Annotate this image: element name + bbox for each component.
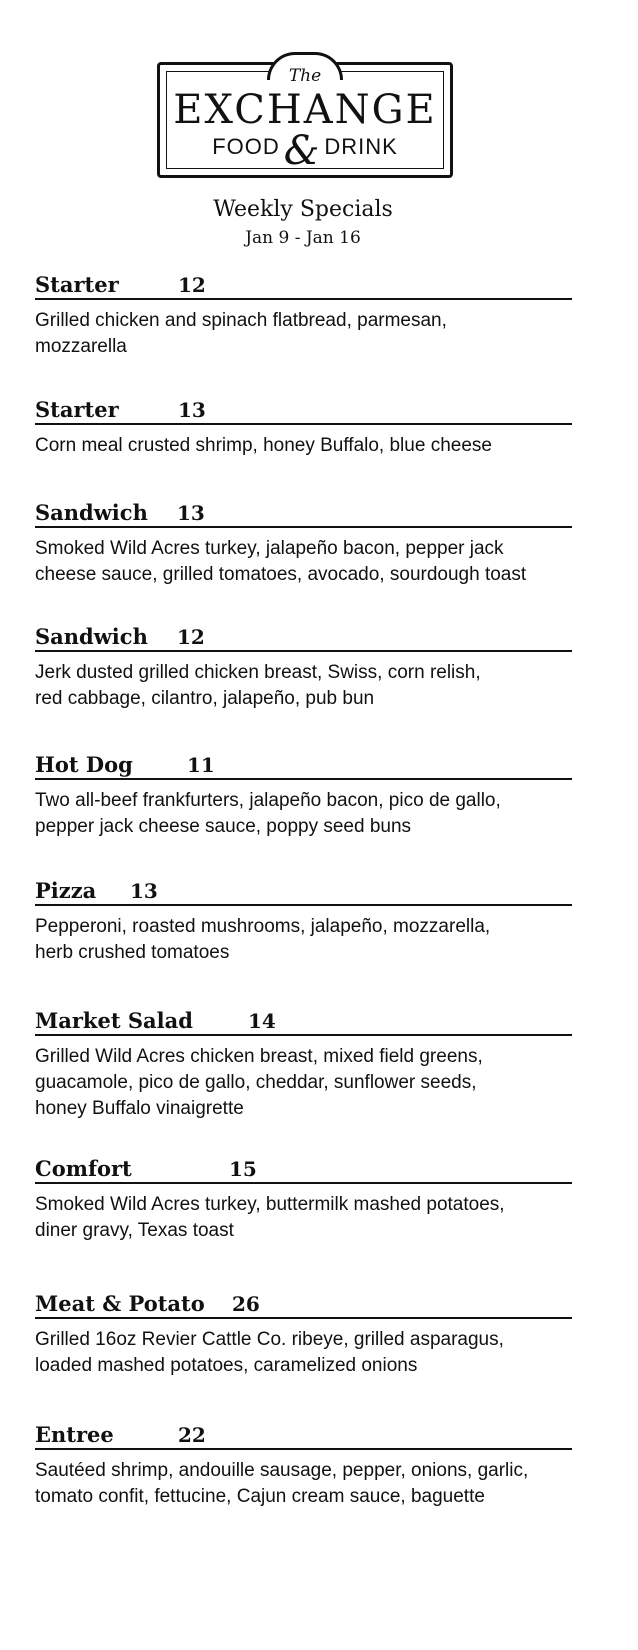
menu-item-header	[35, 1156, 572, 1184]
menu-item	[35, 272, 572, 360]
menu-item	[35, 1156, 572, 1244]
restaurant-logo	[157, 52, 457, 188]
menu-item-price: 11	[187, 753, 215, 777]
menu-item-description: Pepperoni, roasted mushrooms, jalapeño, mozzarella, herb crushed tomatoes	[35, 916, 491, 963]
logo-subtitle	[157, 128, 453, 174]
date-range: Jan 9 - Jan 16	[245, 228, 361, 248]
menu-item	[35, 397, 572, 459]
menu-item-name: Entree	[35, 1422, 114, 1447]
menu-item-header	[35, 878, 572, 906]
menu-item-name: Meat & Potato	[35, 1291, 205, 1316]
menu-item-price: 14	[248, 1009, 276, 1033]
menu-item-name: Hot Dog	[35, 752, 133, 777]
menu-item-description: Corn meal crusted shrimp, honey Buffalo, blue cheese	[35, 435, 492, 456]
menu-item-name: Sandwich	[35, 500, 148, 525]
menu-item-price: 13	[177, 501, 205, 525]
menu-item-name: Market Salad	[35, 1008, 193, 1033]
menu-item-price: 26	[232, 1292, 260, 1316]
menu-item-description: Smoked Wild Acres turkey, buttermilk mashed potatoes, diner gravy, Texas toast	[35, 1194, 505, 1241]
menu-item-description: Smoked Wild Acres turkey, jalapeño bacon, pepper jack cheese sauce, grilled tomatoes, avocado, sourdough toast	[35, 538, 527, 585]
menu-item-header	[35, 397, 572, 425]
menu-item-name: Sandwich	[35, 624, 148, 649]
menu-item-name: Starter	[35, 272, 119, 297]
page-title: Weekly Specials	[213, 197, 393, 222]
menu-item	[35, 500, 572, 588]
menu-item	[35, 878, 572, 966]
menu-item-name: Comfort	[35, 1156, 132, 1181]
menu-item	[35, 1422, 572, 1510]
menu-item-name: Starter	[35, 397, 119, 422]
logo-the: The	[288, 66, 322, 86]
menu-item-header	[35, 624, 572, 652]
menu-item-price: 13	[178, 398, 206, 422]
menu-item-price: 13	[130, 879, 158, 903]
menu-item-header	[35, 752, 572, 780]
menu-item-price: 22	[178, 1423, 206, 1447]
logo-ampersand: &	[283, 128, 321, 174]
menu-item	[35, 1008, 572, 1122]
menu-item-description: Grilled 16oz Revier Cattle Co. ribeye, grilled asparagus, loaded mashed potatoes, caramelized onions	[35, 1329, 504, 1376]
logo-food: FOOD	[212, 134, 280, 159]
menu-item	[35, 752, 572, 840]
menu-item-description: Grilled Wild Acres chicken breast, mixed field greens, guacamole, pico de gallo, cheddar, sunflower seeds, honey Buffalo vinaigrette	[35, 1046, 483, 1119]
menu-item-description: Two all-beef frankfurters, jalapeño bacon, pico de gallo, pepper jack cheese sauce, poppy seed buns	[35, 790, 501, 837]
menu-item-description: Grilled chicken and spinach flatbread, parmesan, mozzarella	[35, 310, 447, 357]
menu-item-description: Jerk dusted grilled chicken breast, Swiss, corn relish, red cabbage, cilantro, jalapeño, pub bun	[35, 662, 481, 709]
menu-item-price: 15	[229, 1157, 257, 1181]
menu-item-header	[35, 1291, 572, 1319]
logo-name: EXCHANGE	[173, 87, 437, 133]
menu-item-name: Pizza	[35, 878, 97, 903]
menu-item-header	[35, 1422, 572, 1450]
menu-item-description: Sautéed shrimp, andouille sausage, pepper, onions, garlic, tomato confit, fettucine, Cajun cream sauce, baguette	[35, 1460, 529, 1507]
menu-item-header	[35, 500, 572, 528]
menu-item-header	[35, 272, 572, 300]
menu-item	[35, 624, 572, 712]
menu-item-price: 12	[177, 625, 205, 649]
menu-item-price: 12	[178, 273, 206, 297]
menu-item	[35, 1291, 572, 1379]
logo-drink: DRINK	[324, 134, 398, 159]
menu-item-header	[35, 1008, 572, 1036]
